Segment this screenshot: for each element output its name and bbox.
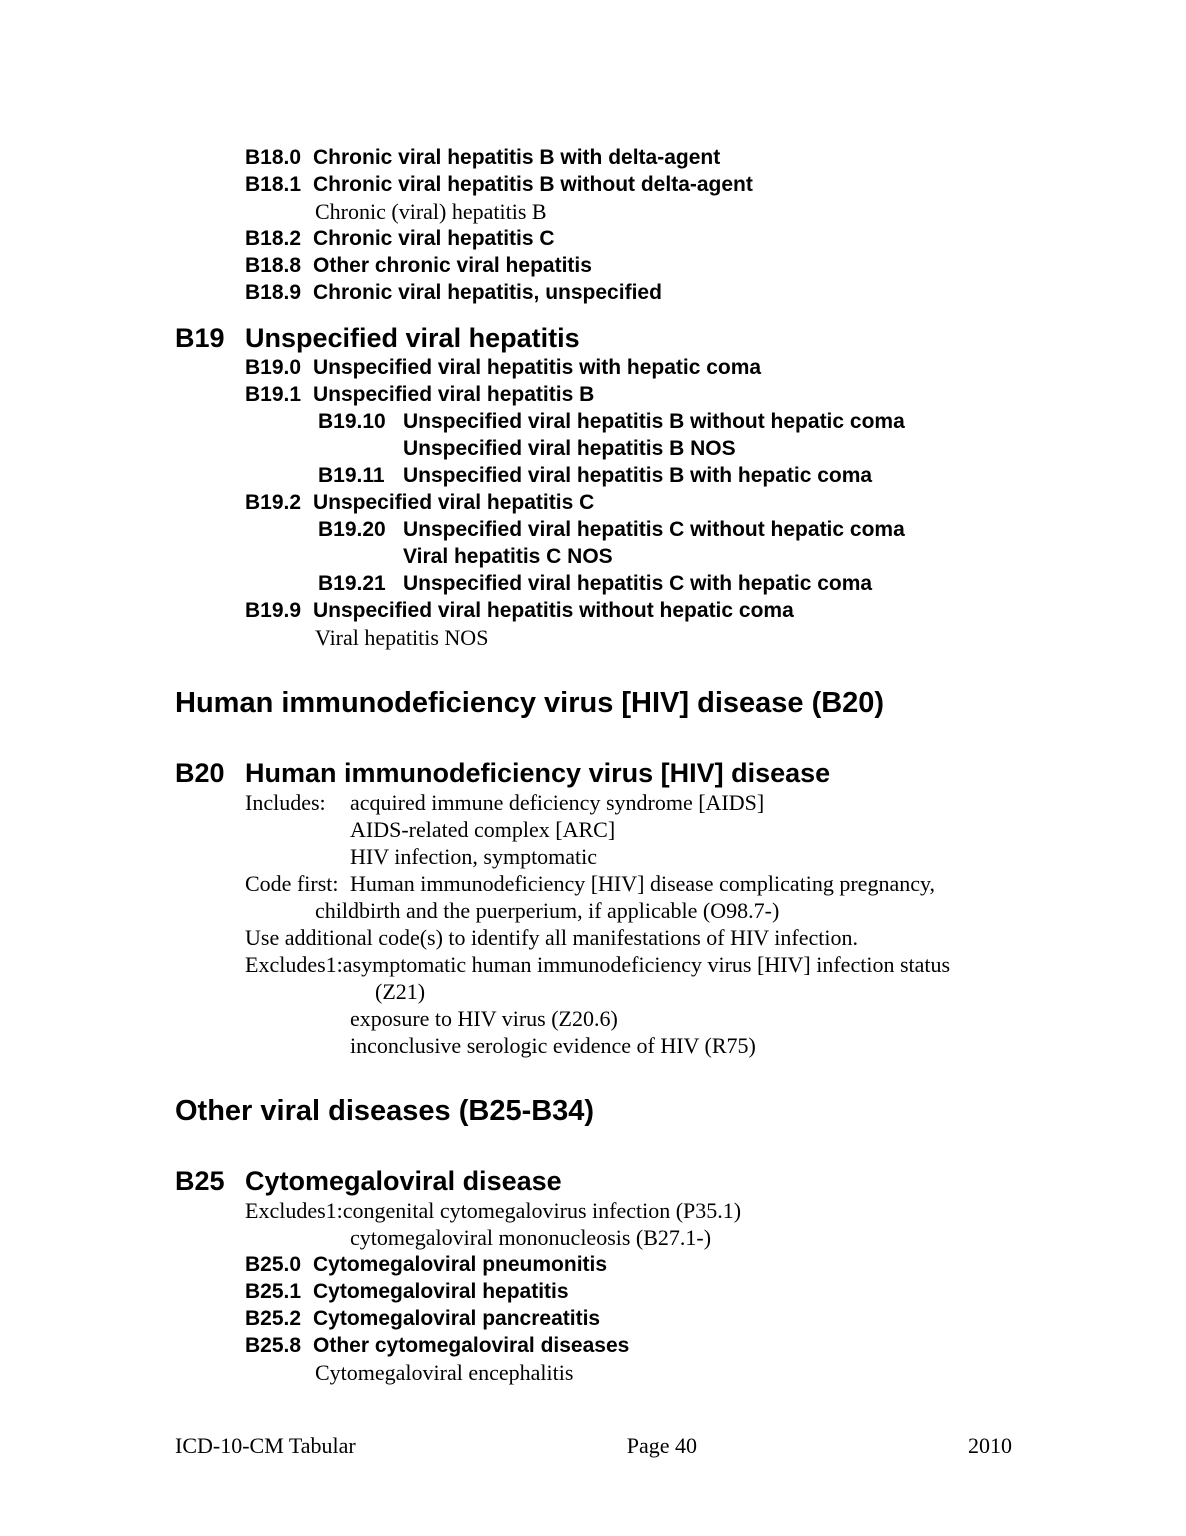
code-label: B19.11 (318, 464, 385, 487)
line-text: Unspecified viral hepatitis B (313, 383, 595, 406)
line-text: inconclusive serologic evidence of HIV (R75) (350, 1033, 756, 1058)
line-text: Chronic viral hepatitis C (313, 227, 555, 250)
line-text: Unspecified viral hepatitis B without hepatic coma (403, 410, 905, 433)
code-label: B18.2 (245, 227, 302, 250)
code-label: B25.8 (245, 1334, 302, 1357)
document-line (403, 435, 1186, 462)
document-line (175, 322, 1186, 354)
line-text: childbirth and the puerperium, if applicable (O98.7-) (315, 898, 780, 923)
document-line (175, 757, 1186, 789)
code-label: Includes: (245, 790, 326, 815)
code-label: B19.21 (318, 572, 386, 595)
footer-year: 2010 (967, 1433, 1012, 1458)
document-line (245, 1332, 1186, 1359)
line-text: Other chronic viral hepatitis (313, 254, 592, 277)
line-text: Chronic viral hepatitis, unspecified (313, 281, 662, 304)
document-line (315, 198, 1186, 225)
line-text: Other cytomegaloviral diseases (313, 1334, 630, 1357)
line-text: AIDS-related complex [ARC] (350, 817, 616, 842)
document-line (245, 279, 1186, 306)
document-line (245, 1251, 1186, 1278)
document-line (245, 381, 1186, 408)
document-line (175, 1091, 1186, 1131)
line-text: (Z21) (375, 979, 426, 1004)
document-line (245, 225, 1186, 252)
code-label: B18.8 (245, 254, 302, 277)
document-line (315, 624, 1186, 651)
document-line (318, 516, 1186, 543)
line-text: Cytomegaloviral encephalitis (315, 1360, 574, 1385)
line-text: Use additional code(s) to identify all manifestations of HIV infection. (245, 925, 858, 950)
line-text: Viral hepatitis C NOS (403, 545, 613, 568)
line-text: HIV infection, symptomatic (350, 844, 598, 869)
document-line (350, 816, 1186, 843)
line-text: acquired immune deficiency syndrome [AIDS] (350, 790, 765, 815)
code-label: B19.20 (318, 518, 386, 541)
code-label: B25.0 (245, 1253, 302, 1276)
line-text: Unspecified viral hepatitis C without hepatic coma (403, 518, 905, 541)
line-text: Human immunodeficiency [HIV] disease complicating pregnancy, (350, 871, 936, 896)
line-text: Cytomegaloviral disease (245, 1166, 562, 1196)
document-line (315, 1359, 1186, 1386)
line-text: Excludes1:congenital cytomegalovirus infection (P35.1) (245, 1198, 742, 1223)
document-line (245, 1197, 1186, 1224)
code-label: B19 (175, 323, 225, 353)
code-label: B18.1 (245, 173, 302, 196)
document-line (245, 870, 1186, 897)
document-line (350, 1224, 1186, 1251)
document-line (350, 843, 1186, 870)
document-line (375, 978, 1186, 1005)
line-text: Cytomegaloviral pancreatitis (313, 1307, 601, 1330)
line-text: cytomegaloviral mononucleosis (B27.1-) (350, 1225, 712, 1250)
line-text: Chronic viral hepatitis B with delta-agent (313, 146, 721, 169)
code-label: Code first: (245, 871, 339, 896)
code-label: B18.0 (245, 146, 302, 169)
document-line (403, 543, 1186, 570)
document-line (350, 1032, 1186, 1059)
document-line (245, 1305, 1186, 1332)
code-label: B19.2 (245, 491, 302, 514)
document-line (245, 171, 1186, 198)
document-line (245, 1278, 1186, 1305)
document-line (245, 924, 1186, 951)
code-label: B19.0 (245, 356, 302, 379)
line-text: Unspecified viral hepatitis B NOS (403, 437, 736, 460)
document-line (245, 144, 1186, 171)
document-line (318, 570, 1186, 597)
line-text: Excludes1:asymptomatic human immunodeficiency virus [HIV] infection status (245, 952, 951, 977)
line-text: Human immunodeficiency virus [HIV] disease (B20) (175, 687, 885, 719)
document-line (245, 489, 1186, 516)
line-text: Unspecified viral hepatitis B with hepatic coma (403, 464, 873, 487)
code-label: B25.2 (245, 1307, 302, 1330)
line-text: Viral hepatitis NOS (315, 625, 489, 650)
document-line (315, 897, 1186, 924)
line-text: Cytomegaloviral hepatitis (313, 1280, 569, 1303)
line-text: exposure to HIV virus (Z20.6) (350, 1006, 618, 1031)
document-line (245, 597, 1186, 624)
line-text: Chronic viral hepatitis B without delta-agent (313, 173, 753, 196)
line-text: Chronic (viral) hepatitis B (315, 199, 547, 224)
line-text: Cytomegaloviral pneumonitis (313, 1253, 608, 1276)
document-content (0, 144, 1186, 1386)
document-line (245, 951, 1186, 978)
document-line (175, 1165, 1186, 1197)
line-text: Other viral diseases (B25-B34) (175, 1095, 595, 1127)
code-label: B19.9 (245, 599, 302, 622)
footer-page-number: Page 40 (626, 1433, 697, 1458)
footer-document-title: ICD-10-CM Tabular (175, 1433, 356, 1458)
document-line (245, 252, 1186, 279)
document-line (245, 789, 1186, 816)
line-text: Unspecified viral hepatitis without hepatic coma (313, 599, 794, 622)
document-line (175, 683, 1186, 723)
line-text: Unspecified viral hepatitis C with hepatic coma (403, 572, 873, 595)
code-label: B18.9 (245, 281, 302, 304)
document-line (318, 462, 1186, 489)
line-text: Unspecified viral hepatitis C (313, 491, 595, 514)
line-text: Human immunodeficiency virus [HIV] disease (245, 758, 831, 788)
code-label: B19.1 (245, 383, 302, 406)
code-label: B25.1 (245, 1280, 302, 1303)
document-line (245, 354, 1186, 381)
page-footer (0, 1433, 1186, 1459)
document-line (318, 408, 1186, 435)
line-text: Unspecified viral hepatitis with hepatic coma (313, 356, 762, 379)
code-label: B25 (175, 1166, 225, 1196)
code-label: B20 (175, 758, 225, 788)
code-label: B19.10 (318, 410, 386, 433)
line-text: Unspecified viral hepatitis (245, 323, 580, 353)
document-line (350, 1005, 1186, 1032)
